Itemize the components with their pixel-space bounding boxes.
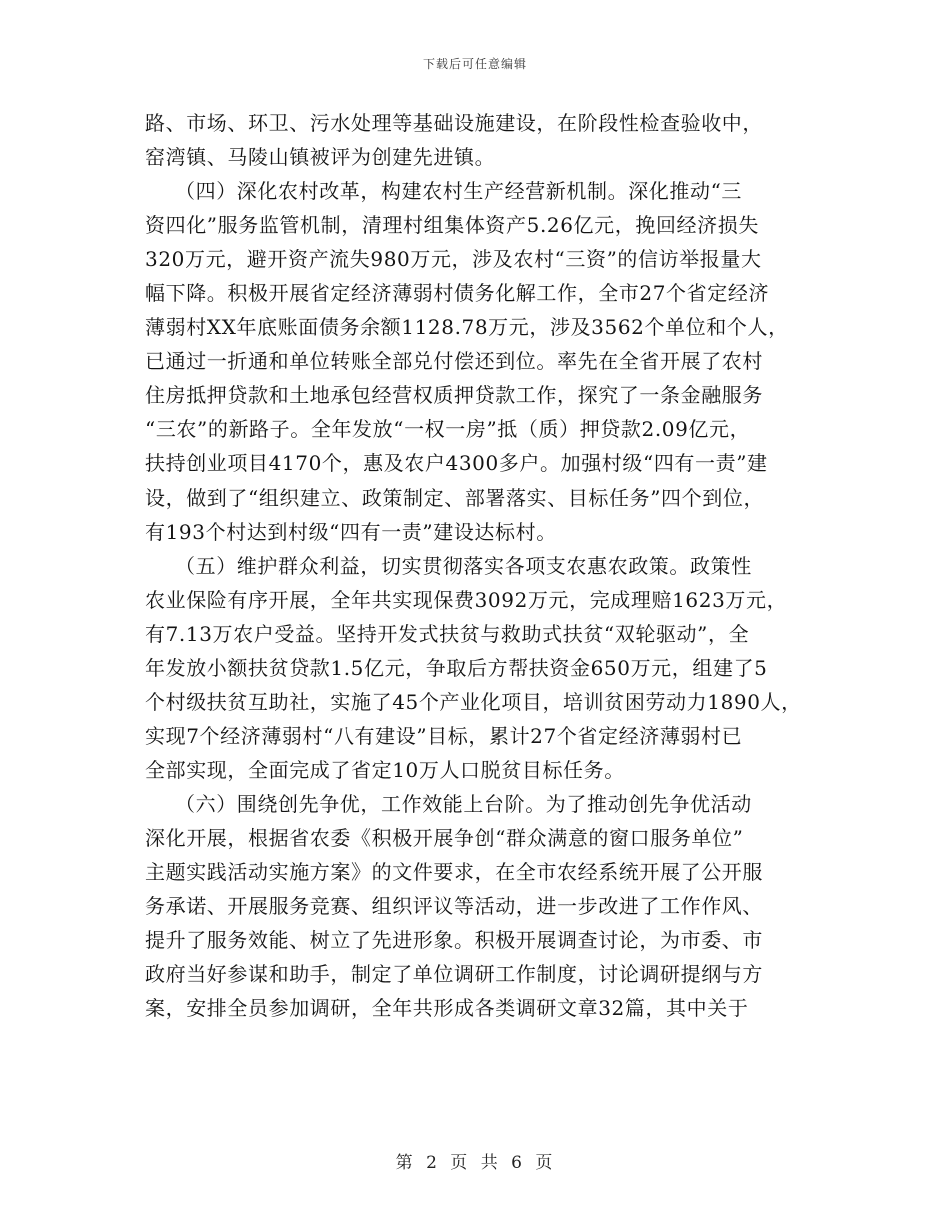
text-line: 320万元，避开资产流失980万元，涉及农村“三资”的信访举报量大 (145, 247, 762, 272)
text-line: 政府当好参谋和助手，制定了单位调研工作制度，讨论调研提纲与方 (145, 962, 763, 987)
text-line: 务承诺、开展服务竞赛、组织评议等活动，进一步改进了工作作风、 (145, 894, 763, 919)
text-line: 主题实践活动实施方案》的文件要求，在全市农经系统开展了公开服 (145, 860, 763, 885)
paragraph-start-line: （五）维护群众利益，切实贯彻落实各项支农惠农政策。政策性 (175, 553, 752, 578)
text-line: “三农”的新路子。全年发放“一权一房”抵（质）押贷款2.09亿元， (145, 417, 751, 442)
text-line: 资四化”服务监管机制，清理村组集体资产5.26亿元，挽回经济损失 (145, 213, 759, 238)
text-line: 路、市场、环卫、污水处理等基础设施建设，在阶段性检查验收中， (145, 111, 763, 135)
text-line: 薄弱村XX年底账面债务余额1128.78万元，涉及3562个单位和个人， (145, 315, 789, 340)
text-line: 住房抵押贷款和土地承包经营权质押贷款工作，探究了一条金融服务 (145, 383, 763, 408)
text-line: 有193个村达到村级“四有一责”建设达标村。 (145, 519, 557, 544)
text-line: 设，做到了“组织建立、政策制定、部署落实、目标任务”四个到位， (145, 485, 765, 510)
text-line: 实现7个经济薄弱村“八有建设”目标，累计27个省定经济薄弱村已 (145, 723, 743, 748)
text-line: 年发放小额扶贫贷款1.5亿元，争取后方帮扶资金650万元，组建了5 (145, 655, 768, 680)
paragraph-start-line: （六）围绕创先争优，工作效能上台阶。为了推动创先争优活动 (175, 791, 752, 816)
page-header-note: 下载后可任意编辑 (422, 57, 527, 71)
document-body (145, 106, 845, 1025)
text-line: 有7.13万农户受益。坚持开发式扶贫与救助式扶贫“双轮驱动”，全 (145, 621, 750, 646)
text-line: 窑湾镇、马陵山镇被评为创建先进镇。 (145, 145, 496, 170)
text-line: 全部实现，全面完成了省定10万人口脱贫目标任务。 (145, 757, 625, 782)
paragraph-start-line: （四）深化农村改革，构建农村生产经营新机制。深化推动“三 (175, 179, 743, 204)
page-number-footer: 第 2 页 共 6 页 (395, 1153, 555, 1173)
text-line: 已通过一折通和单位转账全部兑付偿还到位。率先在全省开展了农村 (145, 349, 763, 374)
text-line: 扶持创业项目4170个，惠及农户4300多户。加强村级“四有一责”建 (145, 451, 768, 476)
text-line: 个村级扶贫互助社，实施了45个产业化项目，培训贫困劳动力1890人， (145, 689, 802, 714)
text-line: 提升了服务效能、树立了先进形象。积极开展调查讨论，为市委、市 (145, 928, 763, 953)
text-line: 农业保险有序开展，全年共实现保费3092万元，完成理赔1623万元， (145, 587, 788, 612)
text-line: 深化开展，根据省农委《积极开展争创“群众满意的窗口服务单位” (145, 825, 744, 850)
text-line: 幅下降。积极开展省定经济薄弱村债务化解工作，全市27个省定经济 (145, 281, 770, 306)
text-line: 案，安排全员参加调研，全年共形成各类调研文章32篇，其中关于 (145, 996, 749, 1021)
